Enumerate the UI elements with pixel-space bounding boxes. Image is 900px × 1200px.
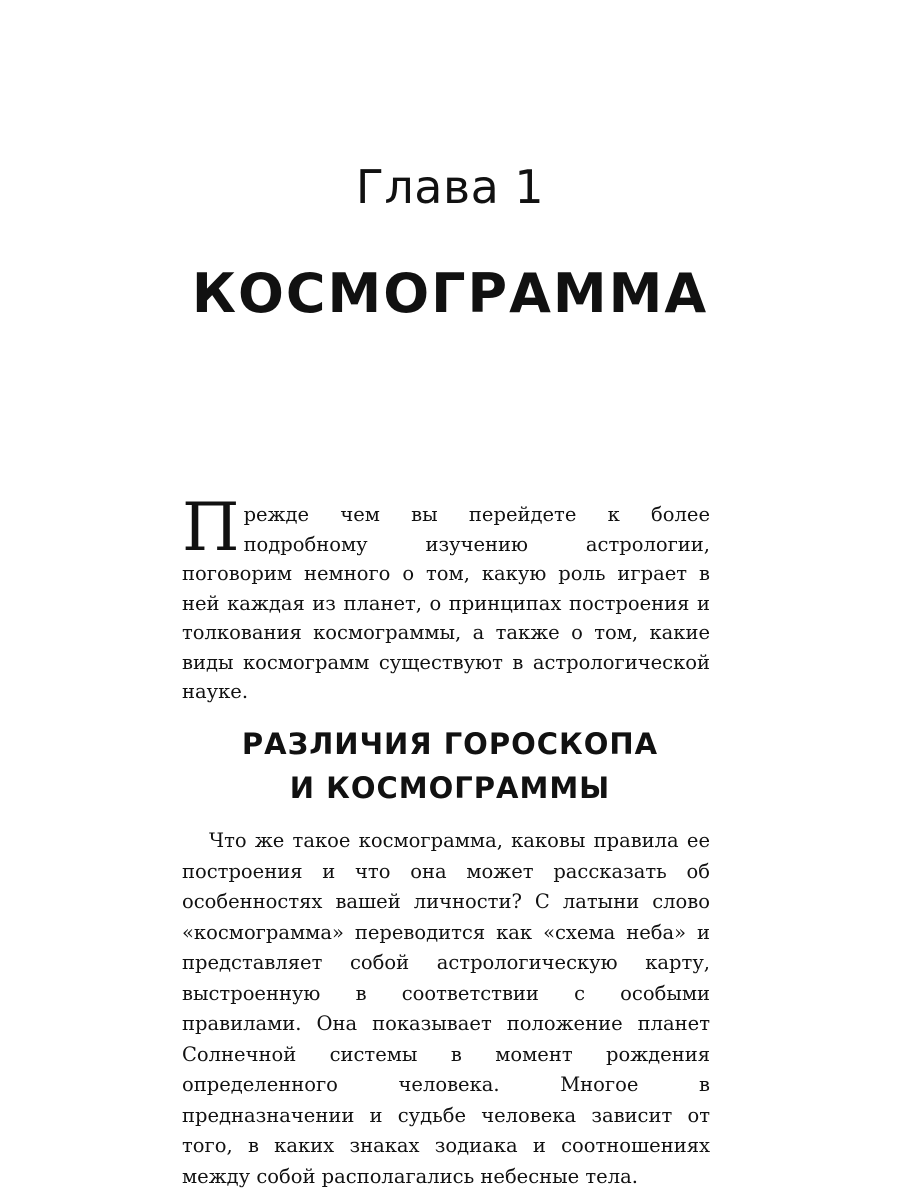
section-heading <box>0 722 900 810</box>
chapter-number: Глава 1 <box>355 160 545 214</box>
chapter-title: КОСМОГРАММА <box>191 262 709 325</box>
drop-cap-letter: П <box>182 489 240 566</box>
section-heading-line-2: И КОСМОГРАММЫ <box>289 771 611 805</box>
intro-paragraph <box>182 489 710 707</box>
intro-text: режде чем вы перейдете к более подробному изучению астрологии, поговорим немного о том, какую роль играет в ней каждая из планет, о принципах построения и толкования космограммы, а также о том, какие виды космограмм существуют в астрологической науке. <box>182 503 710 703</box>
section-paragraph: Что же такое космограмма, каковы правила ее построения и что она может рассказать об особенностях вашей личности? С латыни слово «космограмма» переводится как «схема неба» и представляет собой астрологическую карту, выстроенную в соответствии с особыми правилами. Она показывает положение планет Солнечной системы в момент рождения определенного человека. Многое в предназначении и судьбе человека зависит от того, в каких знаках зодиака и соотношениях между собой располагались небесные тела. <box>182 829 710 1188</box>
section-heading-line-1: РАЗЛИЧИЯ ГОРОСКОПА <box>241 727 659 761</box>
